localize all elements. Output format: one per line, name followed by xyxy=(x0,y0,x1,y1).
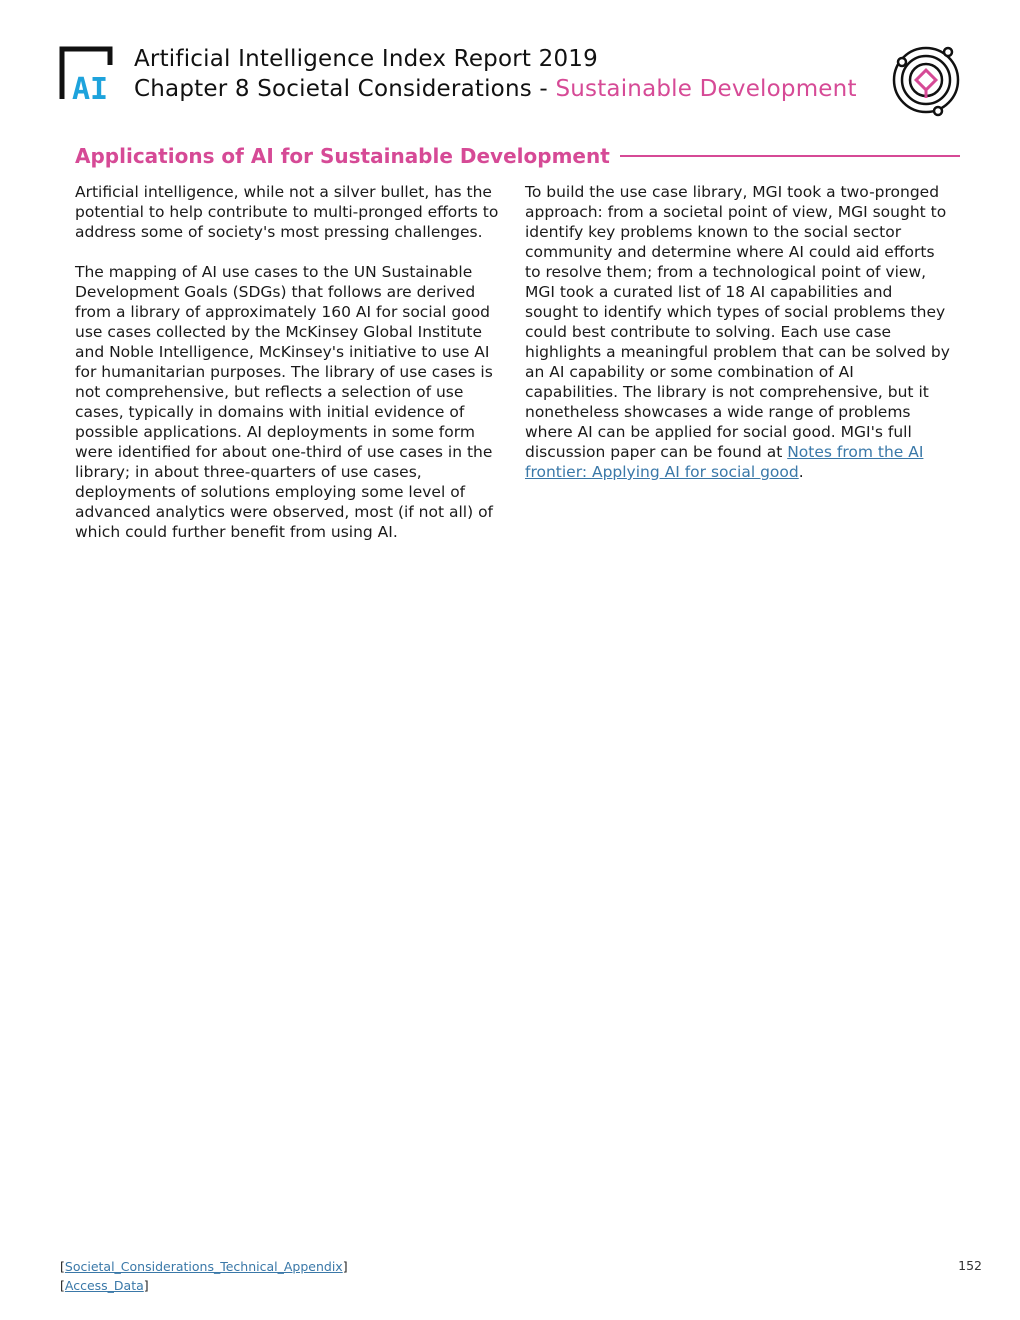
ai-index-logo xyxy=(58,45,122,103)
footer-line-2: [Access_Data] xyxy=(60,1278,149,1293)
right-paragraph xyxy=(525,182,950,482)
report-title: Artificial Intelligence Index Report 2019 xyxy=(134,46,598,72)
chapter-highlight: Sustainable Development xyxy=(555,76,857,102)
right-column xyxy=(525,182,950,502)
heading-rule xyxy=(620,155,960,157)
access-data-link[interactable]: Access_Data xyxy=(64,1278,144,1293)
left-paragraph-2: The mapping of AI use cases to the UN Sustainable Development Goals (SDGs) that follows are derived from a library of approximately 160 AI for social good use cases collected by the McKinsey Global Institute and Noble Intelligence, McKinsey's initiative to use AI for humanitarian purposes. The library of use cases is not comprehensive, but reflects a selection of use cases, typically in domains with initial evidence of possible applications. AI deployments in some form were identified for about one-third of use cases in the library; in about three-quarters of use cases, deployments of solutions employing some level of advanced analytics were observed, most (if not all) of which could further benefit from using AI. xyxy=(75,263,494,541)
sustainable-development-icon xyxy=(888,42,964,118)
footer-line-1: [Societal_Considerations_Technical_Appendix] xyxy=(60,1259,348,1274)
footer-links xyxy=(60,1257,348,1295)
section-title: Applications of AI for Sustainable Development xyxy=(75,144,610,168)
section-heading xyxy=(75,142,960,170)
logo-text: AI xyxy=(72,72,109,103)
mgi-paper-link[interactable]: Notes from the AI frontier: Applying AI for social good xyxy=(525,443,924,481)
technical-appendix-link[interactable]: Societal_Considerations_Technical_Appendix xyxy=(64,1259,343,1274)
right-paragraph-text: To build the use case library, MGI took a two-pronged approach: from a societal point of view, MGI sought to identify key problems known to the social sector community and determine where AI could aid efforts to resolve them; from a technological point of view, MGI took a curated list of 18 AI capabilities and sought to identify which types of social problems they could best contribute to solving. Each use case highlights a meaningful problem that can be solved by an AI capability or some combination of AI capabilities. The library is not comprehensive, but it nonetheless showcases a wide range of problems where AI can be applied for social good. MGI's full discussion paper can be found at xyxy=(525,183,950,461)
report-header xyxy=(134,44,857,104)
chapter-title xyxy=(134,74,857,104)
right-paragraph-suffix: . xyxy=(798,463,804,481)
chapter-prefix: Chapter 8 Societal Considerations - xyxy=(134,76,556,102)
page-number: 152 xyxy=(958,1258,982,1273)
left-column xyxy=(75,182,500,562)
left-paragraph-1: Artificial intelligence, while not a silver bullet, has the potential to help contribute to multi-pronged efforts to address some of society's most pressing challenges. xyxy=(75,183,499,241)
